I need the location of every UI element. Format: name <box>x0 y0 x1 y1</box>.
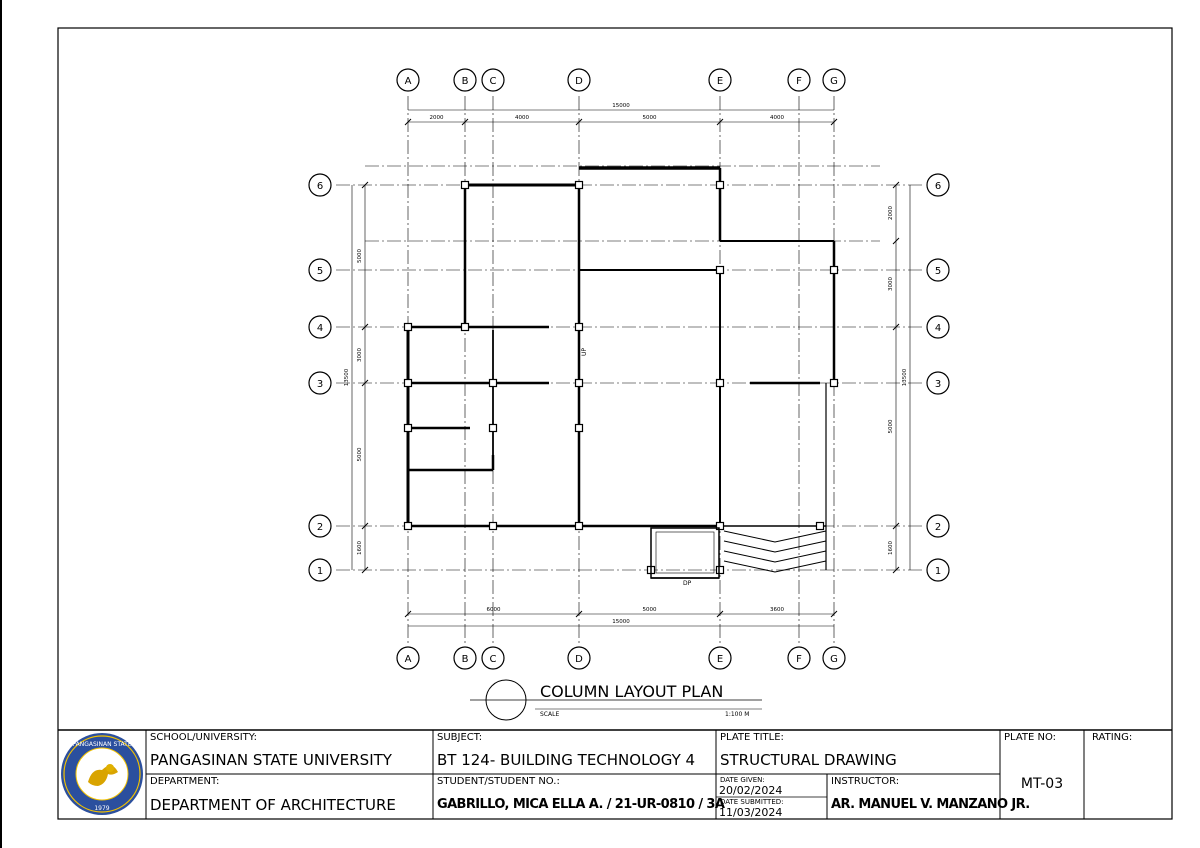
university-seal <box>61 733 143 815</box>
dimension-label: 1600 <box>888 541 894 555</box>
student-value: GABRILLO, MICA ELLA A. / 21-UR-0810 / 3A <box>437 797 725 812</box>
rating-label: RATING: <box>1092 732 1133 743</box>
column <box>405 523 412 530</box>
grid-bubble-label: C <box>489 654 497 665</box>
grid-bubble-label: E <box>716 76 724 87</box>
grid-bubble-label: E <box>716 654 724 665</box>
column <box>405 380 412 387</box>
date-given-label: DATE GIVEN: <box>720 776 765 784</box>
plate-no-label: PLATE NO: <box>1004 732 1057 743</box>
column <box>817 523 824 530</box>
dimension-total: 13500 <box>902 368 908 387</box>
column <box>717 182 724 189</box>
column <box>576 380 583 387</box>
date-given-value: 20/02/2024 <box>719 784 783 797</box>
department-value: DEPARTMENT OF ARCHITECTURE <box>150 796 396 814</box>
column <box>405 425 412 432</box>
column <box>717 567 724 574</box>
dimension-label: 4000 <box>770 115 784 121</box>
svg-text:PANGASINAN STATE: PANGASINAN STATE <box>72 741 132 748</box>
grid-bubble-label: F <box>796 76 802 87</box>
grid-bubble-label: 3 <box>316 379 324 390</box>
grid-lines <box>336 96 924 645</box>
stair <box>651 528 826 578</box>
dimension-label: 3000 <box>888 277 894 291</box>
grid-bubble-label: 2 <box>316 522 324 533</box>
dimension-label: 4000 <box>515 115 529 121</box>
svg-text:1979: 1979 <box>94 805 110 812</box>
dimension-label: 6000 <box>486 607 501 613</box>
grid-bubble-label: 1 <box>316 566 324 577</box>
grid-bubble-label: C <box>489 76 497 87</box>
grid-bubble-label: 3 <box>934 379 942 390</box>
grid-bubble-label: 5 <box>316 266 324 277</box>
dimension-label: 5000 <box>642 115 657 121</box>
dimension-text <box>344 103 908 625</box>
column <box>717 380 724 387</box>
dimension-label: 2000 <box>429 115 444 121</box>
grid-bubble-label: D <box>575 76 583 87</box>
date-submitted-label: DATE SUBMITTED: <box>720 798 784 806</box>
dimension-label: 3600 <box>770 607 784 613</box>
grid-bubble-label: 2 <box>934 522 942 533</box>
grid-bubble-label: G <box>830 76 838 87</box>
plate-title-value: STRUCTURAL DRAWING <box>720 751 897 769</box>
column <box>576 523 583 530</box>
scale-label: SCALE <box>540 711 560 718</box>
plate-no-value: MT-03 <box>1020 776 1064 792</box>
grid-bubble-label: D <box>575 654 583 665</box>
dimension-label: 5000 <box>642 607 657 613</box>
grid-bubble-label: 6 <box>934 181 942 192</box>
dimension-label: 5000 <box>357 447 363 462</box>
scale-value: 1:100 M <box>725 711 750 718</box>
student-label: STUDENT/STUDENT NO.: <box>437 776 560 787</box>
grid-bubble-label: A <box>404 76 412 87</box>
date-submitted-value: 11/03/2024 <box>719 806 783 819</box>
column <box>462 324 469 331</box>
dimension-label: 3000 <box>357 348 363 362</box>
up-label: UP <box>581 347 588 356</box>
plan-title: COLUMN LAYOUT PLAN <box>540 682 724 701</box>
grid-bubble-label: G <box>830 654 838 665</box>
dimension-label: 5000 <box>357 249 363 263</box>
grid-bubble-label: B <box>461 76 469 87</box>
dimension-label: 1600 <box>357 541 363 555</box>
grid-bubble-label: 6 <box>316 181 324 192</box>
column <box>576 182 583 189</box>
grid-bubble-label: 4 <box>934 323 942 334</box>
instructor-label: INSTRUCTOR: <box>831 776 900 787</box>
dimension-label: 2000 <box>888 206 894 220</box>
grid-bubble-label: B <box>461 654 469 665</box>
grid-bubbles <box>309 69 949 669</box>
column <box>490 380 497 387</box>
column <box>576 324 583 331</box>
grid-bubble-label: 1 <box>934 566 942 577</box>
column <box>490 425 497 432</box>
grid-bubble-label: F <box>796 654 802 665</box>
school-value: PANGASINAN STATE UNIVERSITY <box>150 751 392 769</box>
dimension-total: 15000 <box>612 103 630 109</box>
subject-value: BT 124- BUILDING TECHNOLOGY 4 <box>437 751 696 769</box>
subject-label: SUBJECT: <box>437 732 483 743</box>
dimension-total: 15000 <box>612 619 630 625</box>
column <box>717 267 724 274</box>
column <box>831 380 838 387</box>
department-label: DEPARTMENT: <box>150 776 220 787</box>
dimension-total: 13500 <box>344 368 350 387</box>
grid-bubble-label: 5 <box>934 266 942 277</box>
walls <box>408 168 834 578</box>
grid-bubble-label: 4 <box>316 323 324 334</box>
grid-bubble-label: A <box>404 654 412 665</box>
column <box>576 425 583 432</box>
column <box>405 324 412 331</box>
plate-title-label: PLATE TITLE: <box>720 732 784 743</box>
plan-title-block <box>470 680 762 720</box>
dimension-label: 5000 <box>888 419 894 434</box>
column <box>490 523 497 530</box>
column <box>462 182 469 189</box>
dp-label: DP <box>683 580 692 587</box>
column <box>831 267 838 274</box>
instructor-value: AR. MANUEL V. MANZANO JR. <box>831 797 1030 812</box>
school-label: SCHOOL/UNIVERSITY: <box>150 732 257 743</box>
